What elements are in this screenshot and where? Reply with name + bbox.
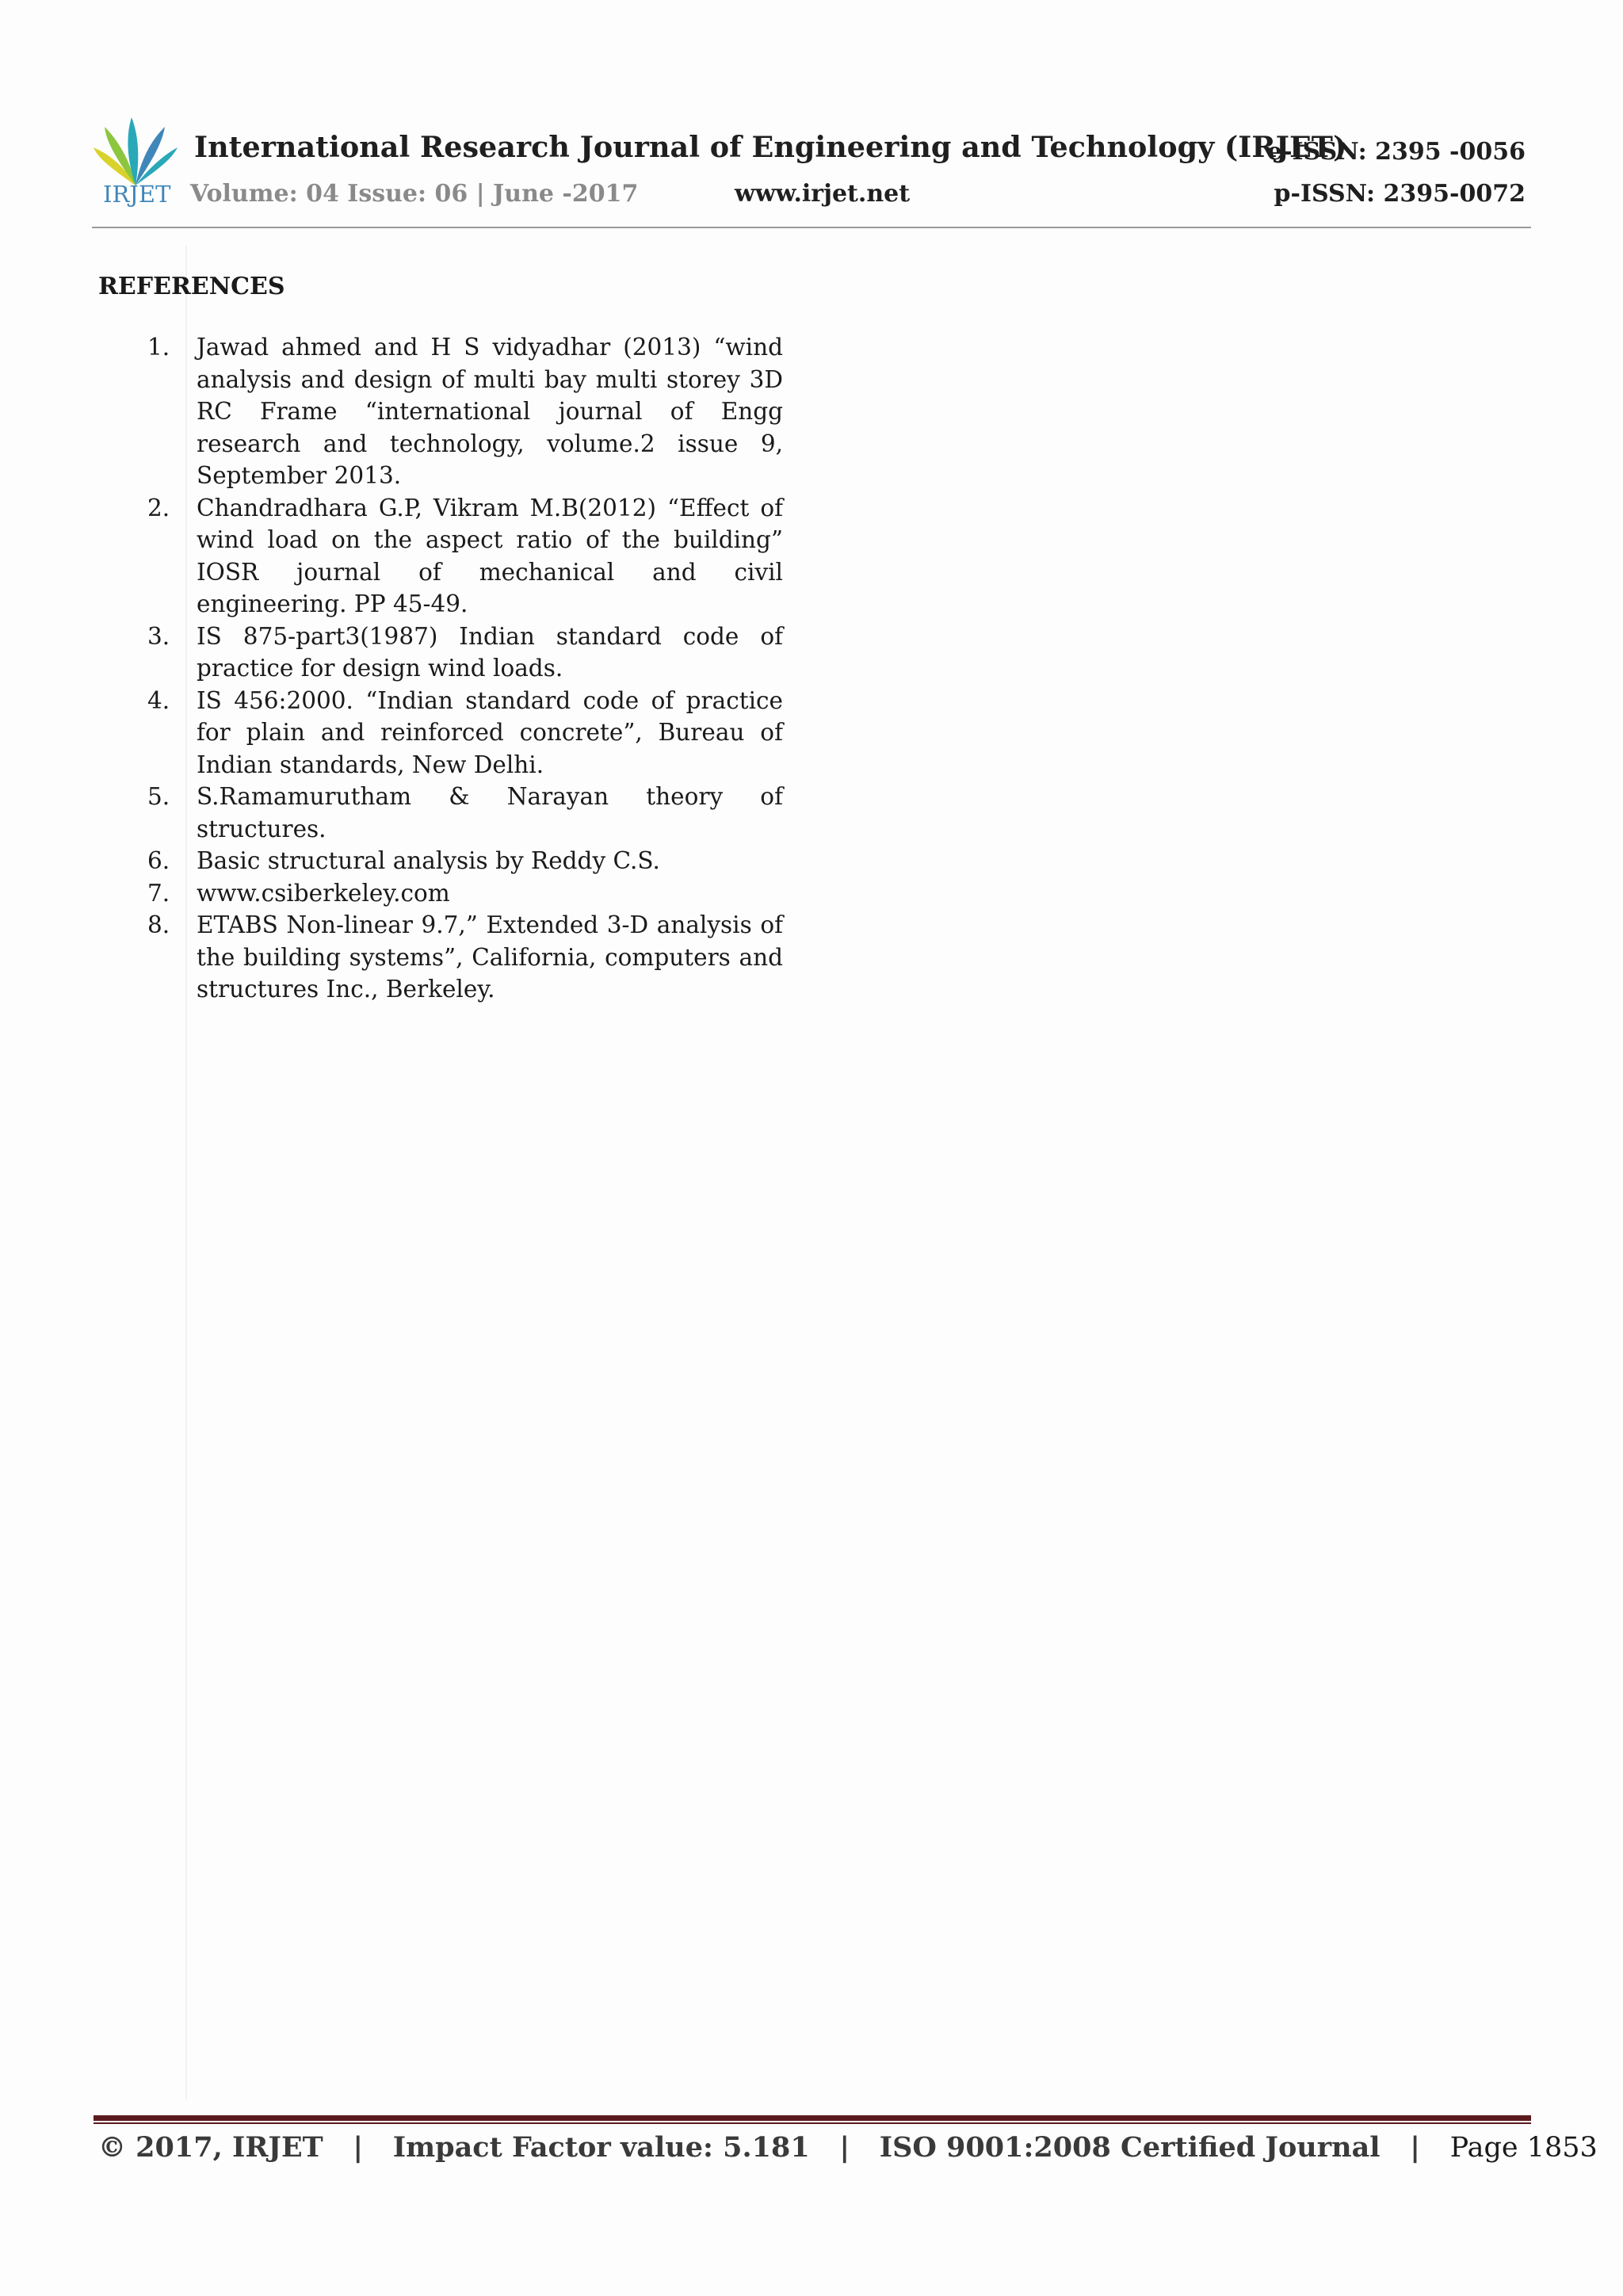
reference-number: 7. <box>147 879 170 907</box>
reference-text: www.csiberkeley.com <box>197 879 450 907</box>
references-heading: REFERENCES <box>98 273 285 300</box>
reference-text: Chandradhara G.P, Vikram M.B(2012) “Effect of wind load on the aspect ratio of the building” IOSR journal of mechanical and civil engineering. PP 45-49. <box>197 494 783 617</box>
page-header <box>0 0 1623 238</box>
p-issn: p-ISSN: 2395-0072 <box>1274 180 1526 208</box>
page-number: Page 1853 <box>1449 2132 1598 2164</box>
reference-item <box>98 621 783 685</box>
journal-website: www.irjet.net <box>735 180 911 208</box>
volume-issue: Volume: 04 Issue: 06 | June -2017 <box>190 180 639 208</box>
reference-text: Basic structural analysis by Reddy C.S. <box>197 847 660 874</box>
reference-number: 2. <box>147 494 170 521</box>
reference-item <box>98 877 783 910</box>
footer-rule-thin <box>94 2122 1531 2124</box>
reference-text: IS 456:2000. “Indian standard code of practice for plain and reinforced concrete”, Bureau of Indian standards, New Delhi. <box>197 686 783 778</box>
reference-item <box>98 845 783 877</box>
footer-separator: | <box>1410 2131 1420 2164</box>
copyright: © 2017, IRJET <box>98 2131 323 2164</box>
journal-title: International Research Journal of Engineering and Technology (IRJET) <box>194 130 1347 164</box>
reference-item <box>98 331 783 492</box>
reference-number: 1. <box>147 334 170 361</box>
footer-separator: | <box>839 2131 850 2164</box>
header-divider <box>92 227 1531 228</box>
reference-list <box>98 331 783 1006</box>
page-footer <box>98 2131 1598 2164</box>
reference-text: S.Ramamurutham & Narayan theory of structures. <box>197 783 783 842</box>
reference-text: Jawad ahmed and H S vidyadhar (2013) “wind analysis and design of multi bay multi storey 3D RC Frame “international journal of Engg research and technology, volume.2 issue 9, September 2013. <box>197 334 783 489</box>
logo-wordmark: IRJET <box>103 181 171 208</box>
reference-text: ETABS Non-linear 9.7,” Extended 3-D analysis of the building systems”, California, computers and structures Inc., Berkeley. <box>197 911 783 1003</box>
leaf-fan-icon <box>92 116 179 187</box>
iso-certification: ISO 9001:2008 Certified Journal <box>879 2131 1381 2164</box>
reference-item <box>98 685 783 781</box>
reference-number: 3. <box>147 622 170 650</box>
reference-item <box>98 492 783 621</box>
footer-separator: | <box>353 2131 364 2164</box>
reference-item <box>98 909 783 1006</box>
reference-number: 5. <box>147 783 170 810</box>
reference-text: IS 875-part3(1987) Indian standard code of practice for design wind loads. <box>197 622 783 682</box>
footer-rule <box>94 2115 1531 2121</box>
e-issn: e-ISSN: 2395 -0056 <box>1266 138 1526 166</box>
reference-item <box>98 781 783 845</box>
impact-factor: Impact Factor value: 5.181 <box>392 2131 810 2164</box>
reference-number: 6. <box>147 847 170 874</box>
reference-number: 8. <box>147 911 170 938</box>
reference-number: 4. <box>147 686 170 714</box>
